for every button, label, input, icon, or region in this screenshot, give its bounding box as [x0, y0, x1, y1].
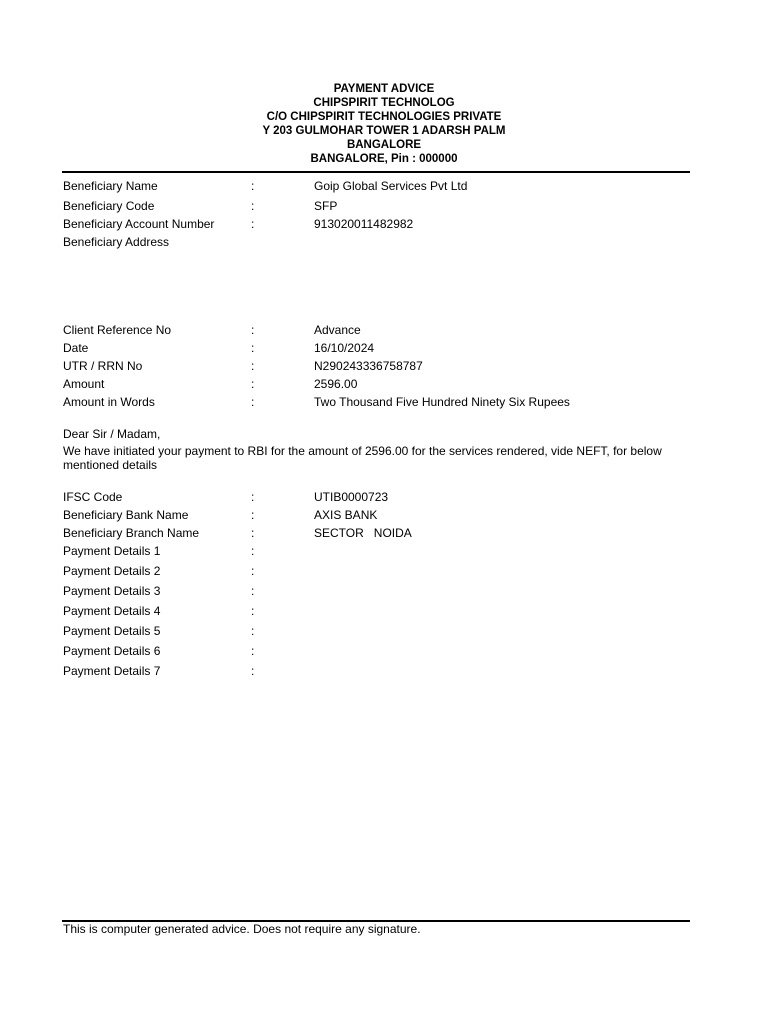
separator: :: [251, 526, 255, 540]
utr-label: UTR / RRN No: [63, 359, 143, 373]
utr-row: [0, 357, 768, 375]
client-reference-value: Advance: [314, 323, 361, 337]
payment-details-2-label: Payment Details 2: [63, 564, 161, 578]
amount-value: 2596.00: [314, 377, 358, 391]
beneficiary-account-value: 913020011482982: [314, 217, 414, 231]
beneficiary-address-label: Beneficiary Address: [63, 235, 170, 249]
bank-name-row: [0, 506, 768, 524]
document-title: PAYMENT ADVICE: [333, 83, 435, 95]
separator: :: [251, 395, 255, 409]
beneficiary-address-row: [0, 233, 768, 251]
payment-details-1-row: [0, 542, 768, 560]
utr-value: N290243336758787: [314, 359, 423, 373]
separator: :: [251, 199, 255, 213]
date-value: 16/10/2024: [314, 341, 375, 355]
ifsc-label: IFSC Code: [63, 490, 123, 504]
company-city: BANGALORE: [346, 139, 422, 151]
payment-details-4-label: Payment Details 4: [63, 604, 161, 618]
payment-details-2-row: [0, 562, 768, 580]
footer-note: This is computer generated advice. Does not require any signature.: [63, 922, 421, 936]
payment-details-6-row: [0, 642, 768, 660]
branch-name-value: SECTOR NOIDA: [314, 526, 412, 540]
payment-details-3-row: [0, 582, 768, 600]
separator: :: [251, 544, 255, 558]
date-label: Date: [63, 341, 89, 355]
bank-name-value: AXIS BANK: [314, 508, 378, 522]
payment-details-7-label: Payment Details 7: [63, 664, 161, 678]
payment-details-4-row: [0, 602, 768, 620]
separator: :: [251, 341, 255, 355]
payment-details-6-label: Payment Details 6: [63, 644, 161, 658]
payment-details-5-row: [0, 622, 768, 640]
salutation: Dear Sir / Madam,: [63, 427, 161, 441]
payment-details-7-row: [0, 662, 768, 680]
payment-details-3-label: Payment Details 3: [63, 584, 161, 598]
separator: :: [251, 377, 255, 391]
company-address-line-2: Y 203 GULMOHAR TOWER 1 ADARSH PALM: [262, 125, 506, 137]
beneficiary-account-row: [0, 215, 768, 233]
separator: :: [251, 604, 255, 618]
branch-name-label: Beneficiary Branch Name: [63, 526, 200, 540]
amount-label: Amount: [63, 377, 105, 391]
bank-name-label: Beneficiary Bank Name: [63, 508, 189, 522]
separator: :: [251, 323, 255, 337]
separator: :: [251, 179, 255, 193]
payment-details-5-label: Payment Details 5: [63, 624, 161, 638]
amount-row: [0, 375, 768, 393]
amount-in-words-label: Amount in Words: [63, 395, 155, 409]
company-address-line-1: C/O CHIPSPIRIT TECHNOLOGIES PRIVATE: [266, 111, 502, 123]
beneficiary-code-row: [0, 197, 768, 215]
letter-body: We have initiated your payment to RBI for the amount of 2596.00 for the services rendered, vide NEFT, for below mentioned details: [63, 444, 662, 472]
payment-details-1-label: Payment Details 1: [63, 544, 161, 558]
separator: :: [251, 584, 255, 598]
separator: :: [251, 490, 255, 504]
beneficiary-account-label: Beneficiary Account Number: [63, 217, 215, 231]
separator: :: [251, 644, 255, 658]
document-header: [0, 82, 768, 166]
beneficiary-code-value: SFP: [314, 199, 338, 213]
beneficiary-name-value: Goip Global Services Pvt Ltd: [314, 179, 468, 193]
client-reference-label: Client Reference No: [63, 323, 172, 337]
branch-name-row: [0, 524, 768, 542]
beneficiary-code-label: Beneficiary Code: [63, 199, 155, 213]
company-name: CHIPSPIRIT TECHNOLOG: [313, 97, 455, 109]
date-row: [0, 339, 768, 357]
amount-in-words-value: Two Thousand Five Hundred Ninety Six Rupees: [314, 395, 570, 409]
client-reference-row: [0, 321, 768, 339]
separator: :: [251, 624, 255, 638]
company-city-pin: BANGALORE, Pin : 000000: [310, 153, 458, 165]
separator: :: [251, 217, 255, 231]
header-divider: [62, 171, 690, 173]
amount-in-words-row: [0, 393, 768, 411]
beneficiary-name-label: Beneficiary Name: [63, 179, 158, 193]
separator: :: [251, 664, 255, 678]
beneficiary-name-row: [0, 177, 768, 195]
ifsc-value: UTIB0000723: [314, 490, 389, 504]
separator: :: [251, 508, 255, 522]
ifsc-row: [0, 488, 768, 506]
separator: :: [251, 359, 255, 373]
separator: :: [251, 564, 255, 578]
